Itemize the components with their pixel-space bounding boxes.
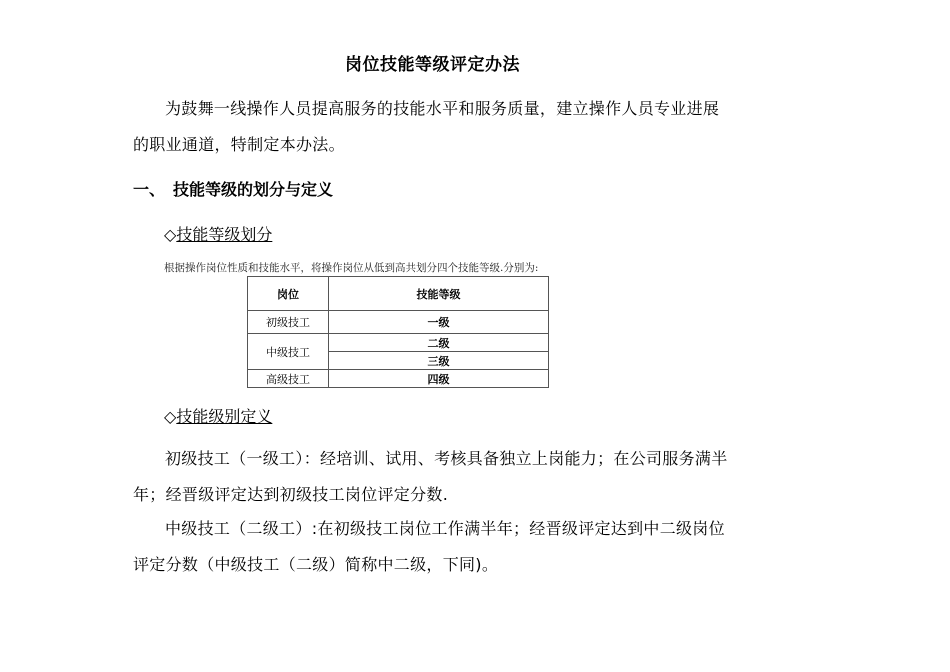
diamond-icon: ◇ [164,407,177,426]
level-cell: 一级 [329,311,549,334]
section-heading [133,177,333,200]
subsection-label: 技能级别定义 [176,407,273,426]
table-header-cell: 技能等级 [329,277,549,311]
subsection-label: 技能等级划分 [176,225,273,244]
level-cell: 二级 [329,334,549,352]
table-header-cell: 岗位 [248,277,329,311]
table-row [248,334,549,352]
definition-paragraph: 初级技工（一级工）：经培训、试用、考核具备独立上岗能力；在公司服务满半年；经晋级评定达到初级技工岗位评定分数. [133,449,728,504]
grade-table [247,276,549,388]
level-cell: 三级 [329,352,549,370]
level-cell: 四级 [329,370,549,388]
subsection-grade-division [164,222,272,245]
table-row [248,370,549,388]
section-number: 一、 [133,180,166,199]
table-header-row [248,277,549,311]
post-cell: 初级技工 [248,311,329,334]
diamond-icon: ◇ [164,225,177,244]
post-cell: 中级技工 [248,334,329,370]
document-title: 岗位技能等级评定办法 [345,55,520,75]
subsection-grade-definition [164,404,272,427]
table-caption: 根据操作岗位性质和技能水平，将操作岗位从低到高共划分四个技能等级.分别为: [164,262,539,274]
table-row [248,311,549,334]
section-title: 技能等级的划分与定义 [173,180,334,199]
intro-paragraph: 为鼓舞一线操作人员提高服务的技能水平和服务质量，建立操作人员专业进展的职业通道，特制定本办法。 [133,99,720,154]
post-cell: 高级技工 [248,370,329,388]
definition-paragraph: 中级技工（二级工）:在初级技工岗位工作满半年；经晋级评定达到中二级岗位评定分数（中级技工（二级）简称中二级，下同)。 [133,519,725,574]
